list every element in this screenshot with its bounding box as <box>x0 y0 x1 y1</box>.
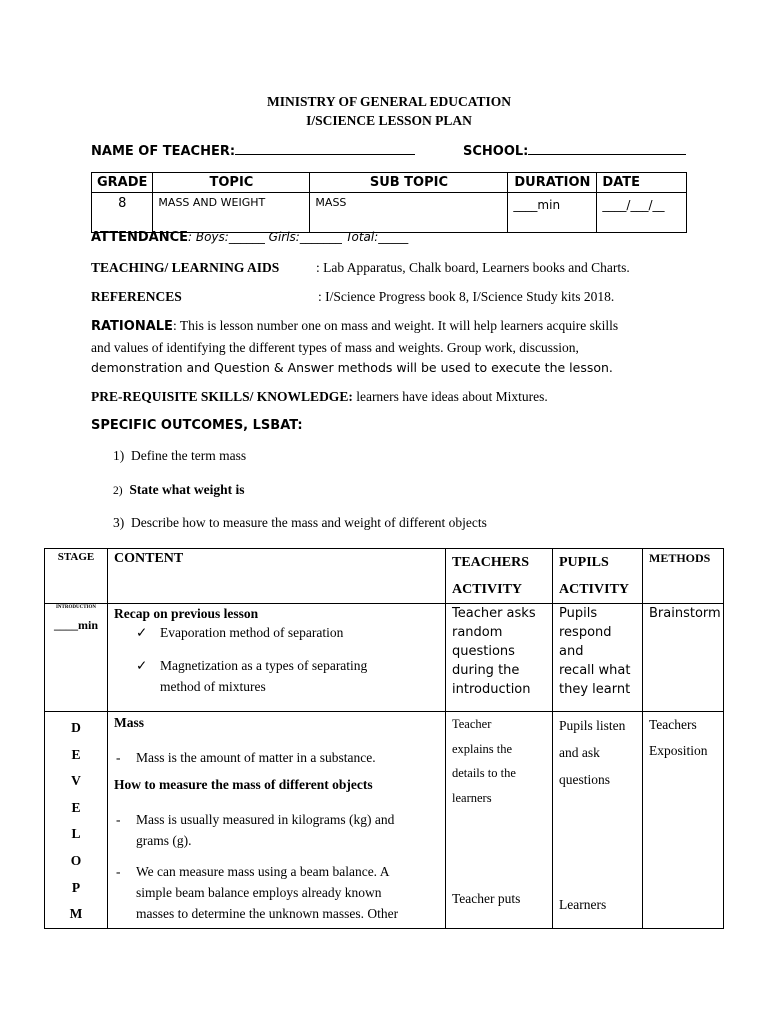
develop-content-title: Mass <box>114 715 144 730</box>
outcome-item-1 <box>113 448 246 464</box>
teacher-name-blank <box>235 143 415 155</box>
develop-teacher-cell <box>446 712 553 929</box>
references-text: : I/Science Progress book 8, I/Science Study kits 2018. <box>318 289 615 304</box>
rationale-label: RATIONALE <box>91 319 173 334</box>
develop-teacher-line-3: details to the <box>452 766 516 780</box>
intro-bullet-2 <box>114 655 439 697</box>
intro-pupils-line-3: recall what <box>559 663 631 678</box>
teaching-aids-label: TEACHING/ LEARNING AIDS <box>91 260 280 275</box>
grade-value: 8 <box>92 193 153 233</box>
checkmark-icon: ✓ <box>136 658 148 673</box>
dash-icon: - <box>116 812 121 827</box>
develop-learners: Learners <box>559 897 607 912</box>
intro-teacher-line-3: questions <box>452 644 515 659</box>
develop-bullet-3-line-2: simple beam balance employs already known <box>136 885 382 900</box>
lesson-info-table <box>91 172 687 233</box>
develop-teacher-line-2: explains the <box>452 741 513 756</box>
develop-bullet-1-text: Mass is the amount of matter in a substance. <box>136 750 376 765</box>
intro-teacher-line-4: during the <box>452 663 520 678</box>
dash-icon: - <box>116 750 121 765</box>
school-field <box>463 143 686 159</box>
teaching-aids-text: : Lab Apparatus, Chalk board, Learners books and Charts. <box>316 260 630 275</box>
intro-bullet-1 <box>114 623 439 643</box>
develop-pupils-line-1: Pupils listen <box>559 718 626 733</box>
develop-bullet-3 <box>114 861 439 924</box>
develop-bullet-2-line-1: Mass is usually measured in kilograms (kg) and <box>136 812 395 827</box>
intro-duration: ____min <box>53 618 98 632</box>
develop-teacher-line-4: learners <box>452 790 492 805</box>
ministry-title: MINISTRY OF GENERAL EDUCATION <box>267 94 511 109</box>
outcome-text-1: Define the term mass <box>131 448 247 463</box>
lesson-procedure-table <box>44 548 724 929</box>
intro-teacher-line-2: random <box>452 625 503 640</box>
intro-content-title: Recap on previous lesson <box>114 606 259 621</box>
teachers-header-line1: TEACHERS <box>452 555 530 570</box>
outcome-num-2: 2) <box>113 485 123 497</box>
rationale-line-1 <box>91 318 681 334</box>
intro-pupils-cell <box>553 604 643 712</box>
date-value: ____/___/__ <box>597 193 687 233</box>
methods-header: METHODS <box>643 549 724 604</box>
develop-teacher-line-1: Teacher <box>452 717 492 731</box>
pupils-header-line1: PUPILS <box>559 555 609 570</box>
school-blank <box>528 143 686 155</box>
outcome-num-1: 1) <box>113 448 125 463</box>
stage-header: STAGE <box>45 549 108 604</box>
intro-methods-cell: Brainstorm <box>643 604 724 712</box>
develop-letter-4: E <box>71 799 81 815</box>
intro-stage-cell <box>45 604 108 712</box>
intro-pupils-line-1: Pupils <box>559 606 598 621</box>
develop-bullet-3-line-1: We can measure mass using a beam balance. A <box>136 864 390 879</box>
develop-pupils-line-3: questions <box>559 772 611 787</box>
prerequisite-text: learners have ideas about Mixtures. <box>352 389 548 404</box>
dash-icon: - <box>116 864 121 879</box>
duration-header: DURATION <box>508 173 597 193</box>
develop-pupils-cell <box>553 712 643 929</box>
rationale-line-3: demonstration and Question & Answer methods will be used to execute the lesson. <box>91 360 613 375</box>
school-label: SCHOOL: <box>463 144 529 159</box>
teachers-header-line2: ACTIVITY <box>452 582 523 597</box>
intro-teacher-cell <box>446 604 553 712</box>
lesson-plan-title: I/SCIENCE LESSON PLAN <box>306 113 472 128</box>
develop-letter-7: P <box>71 879 81 895</box>
teachers-activity-header <box>446 549 553 604</box>
develop-letter-5: L <box>71 826 81 842</box>
teaching-aids-line <box>91 260 279 276</box>
topic-header: TOPIC <box>153 173 310 193</box>
intro-bullet-2-line-2: method of mixtures <box>160 679 266 694</box>
outcomes-label: SPECIFIC OUTCOMES, LSBAT: <box>91 418 303 433</box>
develop-subheading: How to measure the mass of different objects <box>114 777 373 792</box>
develop-bullet-2-line-2: grams (g). <box>136 833 192 848</box>
outcome-item-2 <box>113 482 244 498</box>
grade-header: GRADE <box>92 173 153 193</box>
intro-teacher-line-1: Teacher asks <box>452 606 536 621</box>
develop-content-cell <box>108 712 446 929</box>
intro-bullet-2-line-1: Magnetization as a types of separating <box>160 658 368 673</box>
content-header: CONTENT <box>108 549 446 604</box>
references-label: REFERENCES <box>91 289 182 304</box>
prerequisite-label: PRE-REQUISITE SKILLS/ KNOWLEDGE: <box>91 389 353 404</box>
prerequisite-line <box>91 389 548 405</box>
duration-value: ____min <box>508 193 597 233</box>
develop-letter-8: M <box>69 906 83 922</box>
develop-methods-line-1: Teachers <box>649 717 697 732</box>
develop-letter-6: O <box>70 852 82 868</box>
develop-bullet-3-line-3: masses to determine the unknown masses. Other <box>136 906 399 921</box>
develop-letter-2: E <box>71 746 81 762</box>
develop-letter-1: D <box>71 720 81 735</box>
attendance-text: : Boys:______ Girls:_______ Total:_____ <box>188 230 409 244</box>
intro-pupils-line-2: respond and <box>559 625 612 659</box>
intro-stage-label: INTRODUCTION <box>55 605 96 610</box>
checkmark-icon: ✓ <box>136 625 148 640</box>
develop-bullet-2 <box>114 809 439 851</box>
teacher-name-field <box>91 143 415 159</box>
develop-methods-cell <box>643 712 724 929</box>
topic-value: MASS AND WEIGHT <box>153 193 310 233</box>
subtopic-header: SUB TOPIC <box>310 173 508 193</box>
attendance-line <box>91 230 408 245</box>
intro-bullet-1-text: Evaporation method of separation <box>160 625 344 640</box>
develop-teacher-puts: Teacher puts <box>452 891 521 906</box>
intro-teacher-line-5: introduction <box>452 682 531 697</box>
intro-content-cell <box>108 604 446 712</box>
develop-methods-line-2: Exposition <box>649 743 708 758</box>
rationale-text-1: : This is lesson number one on mass and weight. It will help learners acquire skills <box>172 318 619 333</box>
intro-pupils-line-4: they learnt <box>559 682 631 697</box>
develop-letter-3: V <box>71 773 81 789</box>
outcome-text-2: State what weight is <box>129 482 245 497</box>
outcome-item-3 <box>113 515 487 531</box>
attendance-label: ATTENDANCE <box>91 230 188 245</box>
pupils-header-line2: ACTIVITY <box>559 582 630 597</box>
develop-pupils-line-2: and ask <box>559 745 600 760</box>
teacher-name-label: NAME OF TEACHER: <box>91 144 236 159</box>
subtopic-value: MASS <box>310 193 508 233</box>
develop-bullet-1 <box>114 748 439 767</box>
develop-stage-cell <box>45 712 108 929</box>
rationale-line-2: and values of identifying the different types of mass and weights. Group work, discussion, <box>91 340 579 355</box>
outcome-text-3: Describe how to measure the mass and weight of different objects <box>131 515 487 530</box>
outcome-num-3: 3) <box>113 515 125 530</box>
pupils-activity-header <box>553 549 643 604</box>
date-header: DATE <box>597 173 687 193</box>
